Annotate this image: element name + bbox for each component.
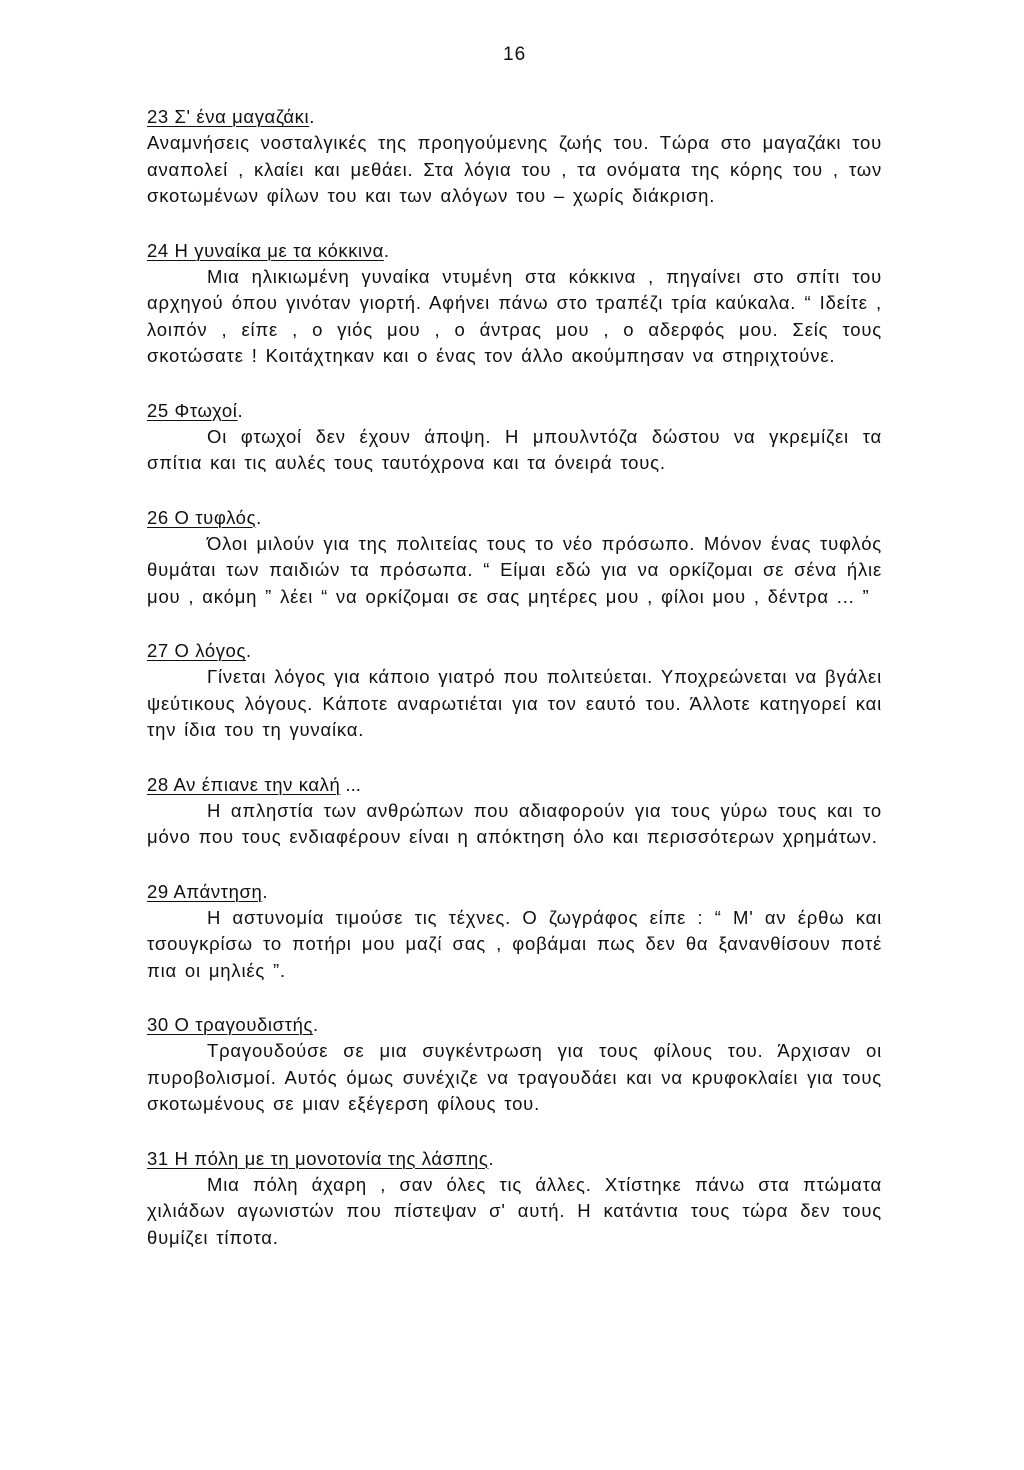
section-23	[147, 104, 882, 210]
section-heading: 31 Η πόλη με τη μονοτονία της λάσπης	[147, 1147, 489, 1169]
section-25	[147, 398, 882, 477]
section-text: Οι φτωχοί δεν έχουν άποψη. Η μπουλντόζα δώστου να γκρεμίζει τα σπίτια και τις αυλές τους ταυτόχρονα και τα όνειρά τους.	[147, 425, 882, 473]
heading-suffix: .	[488, 1147, 494, 1169]
section-28	[147, 772, 882, 851]
heading-suffix: .	[256, 506, 262, 528]
heading-suffix: ...	[340, 773, 361, 795]
section-text: Όλοι μιλούν για της πολιτείας τους το νέο πρόσωπο. Μόνον ένας τυφλός θυμάται των παιδιών τα πρόσωπα. “ Είμαι εδώ για να ορκίζομαι σε σένα ήλιε μου , ακόμη ” λέει “ να ορκίζομαι σε σας μητέρες μου , φίλοι μου , δέντρα ... ”	[147, 532, 882, 607]
section-heading: 30 Ο τραγουδιστής	[147, 1014, 313, 1035]
section-27	[147, 638, 882, 744]
page-number: 16	[503, 44, 527, 65]
document-body	[147, 104, 882, 1279]
section-text: Τραγουδούσε σε μια συγκέντρωση για τους φίλους του. Άρχισαν οι πυροβολισμοί. Αυτός όμως συνέχιζε να τραγουδάει και να κρυφοκλαίει για τους σκοτωμένους σε μιαν εξέγερση φίλους του.	[147, 1040, 882, 1114]
section-heading: 26 Ο τυφλός	[147, 506, 257, 528]
heading-suffix: .	[237, 399, 243, 421]
section-31	[147, 1146, 882, 1252]
section-text: Η αστυνομία τιμούσε τις τέχνες. Ο ζωγράφος είπε : “ Μ' αν έρθω και τσουγκρίσω το ποτήρι μου μαζί σας , φοβάμαι πως δεν θα ξανανθίσουν ποτέ πια οι μηλιές ”.	[147, 906, 882, 981]
section-text: Η απληστία των ανθρώπων που αδιαφορούν για τους γύρω τους και το μόνο που τους ενδιαφέρουν είναι η απόκτηση όλο και περισσότερων χρημάτων.	[147, 799, 882, 847]
section-24	[147, 238, 882, 370]
section-29	[147, 879, 882, 985]
section-heading: 29 Απάντηση	[147, 880, 263, 902]
section-heading: 27 Ο λόγος	[147, 640, 246, 661]
section-26	[147, 505, 882, 611]
section-heading: 25 Φτωχοί	[147, 399, 238, 421]
section-text: Γίνεται λόγος για κάποιο γιατρό που πολιτεύεται. Υποχρεώνεται να βγάλει ψεύτικους λόγους. Κάποτε αναρωτιέται για τον εαυτό του. Άλλοτε κατηγορεί και την ίδια του τη γυναίκα.	[147, 666, 882, 740]
heading-suffix: .	[262, 880, 268, 902]
heading-suffix: .	[245, 640, 252, 661]
section-heading: 23 Σ' ένα μαγαζάκι	[147, 106, 310, 127]
heading-suffix: .	[312, 1014, 319, 1035]
section-text: Μια πόλη άχαρη , σαν όλες τις άλλες. Χτίστηκε πάνω στα πτώματα χιλιάδων αγωνιστών που πίστεψαν σ' αυτή. Η κατάντια τους τώρα δεν τους θυμίζει τίποτα.	[147, 1173, 882, 1248]
heading-suffix: .	[383, 239, 390, 261]
section-text: Αναμνήσεις νοσταλγικές της προηγούμενης ζωής του. Τώρα στο μαγαζάκι του αναπολεί , κλαίει και μεθάει. Στα λόγια του , τα ονόματα της κόρης του , των σκοτωμένων φίλων του και των αλόγων του – χωρίς διάκριση.	[147, 132, 882, 206]
section-30	[147, 1012, 882, 1118]
section-text: Μια ηλικιωμένη γυναίκα ντυμένη στα κόκκινα , πηγαίνει στο σπίτι του αρχηγού όπου γινόταν γιορτή. Αφήνει πάνω στο τραπέζι τρία καύκαλα. “ Ιδείτε , λοιπόν , είπε , ο γιός μου , ο άντρας μου , ο αδερφός μου. Σείς τους σκοτώσατε ! Κοιτάχτηκαν και ο ένας τον άλλο ακούμπησαν να στηριχτούνε.	[147, 265, 882, 366]
section-heading: 28 Αν έπιανε την καλή	[147, 773, 341, 795]
section-heading: 24 Η γυναίκα με τα κόκκινα	[147, 239, 384, 261]
heading-suffix: .	[309, 106, 315, 127]
